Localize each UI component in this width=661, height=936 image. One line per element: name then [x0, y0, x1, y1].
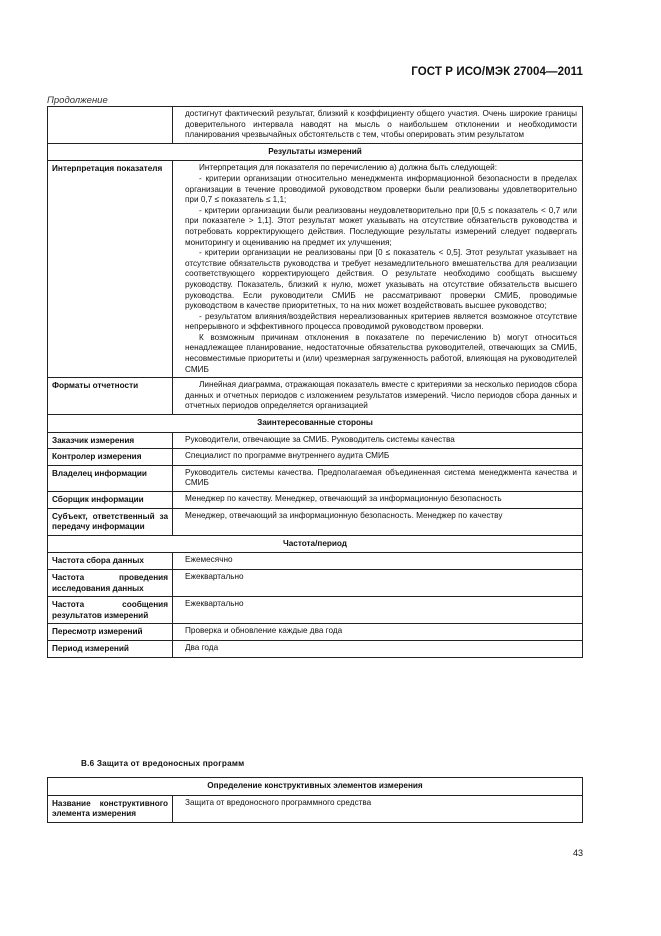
stakeholder-value: Менеджер по качеству. Менеджер, отвечающий за информационную безопасность	[173, 492, 583, 509]
frequency-label: Период измерений	[48, 640, 173, 657]
stakeholder-value: Специалист по программе внутреннего аудита СМИБ	[173, 449, 583, 466]
interpretation-paragraph: К возможным причинам отклонения в показателе по перечислению b) могут относиться ненадлежащее планирование, недостаточные обязательства руководителей, отвечающих за СМИБ, несовместимые приоритеты и (или) чрезмерная загруженность работой, влияющая на руководителей СМИБ	[185, 332, 577, 374]
formats-value: Линейная диаграмма, отражающая показатель вместе с критериями за несколько периодов сбора данных и отчетных периодов с изложением результатов измерений. Число периодов сбора данных и отчетных периодов определяется организацией	[173, 378, 583, 415]
table-row	[48, 569, 583, 596]
section-header-results: Результаты измерений	[48, 143, 583, 161]
frequency-label: Частота сбора данных	[48, 553, 173, 570]
table-row	[48, 795, 583, 822]
section-header-frequency: Частота/период	[48, 535, 583, 553]
table-row	[48, 640, 583, 657]
page-number: 43	[572, 848, 583, 858]
table-row	[48, 449, 583, 466]
frequency-label: Пересмотр измерений	[48, 624, 173, 641]
section-heading-b6: B.6 Защита от вредоносных программ	[81, 759, 245, 768]
table-row	[48, 553, 583, 570]
section-row	[48, 415, 583, 433]
section-row	[48, 143, 583, 161]
interpretation-paragraph: - результатом влияния/воздействия нереализованных критериев является возможное отсутствие непрерывного и эффективного процесса проводимой руководством проверки.	[185, 311, 577, 332]
empty-label-cell	[48, 107, 173, 144]
stakeholder-label: Контролер измерения	[48, 449, 173, 466]
continuation-label: Продолжение	[47, 95, 108, 106]
table-row	[48, 597, 583, 624]
table-row	[48, 465, 583, 491]
table-row	[48, 378, 583, 415]
stakeholder-value: Руководитель системы качества. Предполагаемая объединенная система менеджмента качества и СМИБ	[173, 465, 583, 491]
construct-label: Название конструктивного элемента измерения	[48, 795, 173, 822]
interpretation-paragraph: - критерии организации были реализованы неудовлетворительно при [0,5 ≤ показатель < 0,7 или при показателе > 1,1]. Этот результат может указывать на отсутствие обязательств руководства и потребовать корректирующего действия. Последующие результаты измерений следует подвергать мониторингу и оцениванию на предмет их улучшения;	[185, 205, 577, 247]
stakeholder-label: Сборщик информации	[48, 492, 173, 509]
table-row	[48, 624, 583, 641]
frequency-value: Ежемесячно	[173, 553, 583, 570]
table-row	[48, 492, 583, 509]
stakeholder-label: Владелец информации	[48, 465, 173, 491]
stakeholder-label: Субъект, ответственный за передачу информации	[48, 508, 173, 535]
frequency-label: Частота проведения исследования данных	[48, 569, 173, 596]
interpretation-paragraph: Интерпретация для показателя по перечислению а) должна быть следующей:	[199, 163, 497, 173]
malware-protection-table	[47, 777, 583, 823]
section-header-construct: Определение конструктивных элементов измерения	[48, 778, 583, 796]
table-row	[48, 508, 583, 535]
table-row	[48, 432, 583, 449]
measurement-table	[47, 106, 583, 658]
interpretation-label: Интерпретация показателя	[48, 161, 173, 378]
formats-label: Форматы отчетности	[48, 378, 173, 415]
stakeholder-value: Менеджер, отвечающий за информационную безопасность. Менеджер по качеству	[173, 508, 583, 535]
frequency-value: Два года	[173, 640, 583, 657]
table-row	[48, 161, 583, 378]
stakeholder-value: Руководители, отвечающие за СМИБ. Руководитель системы качества	[173, 432, 583, 449]
construct-value: Защита от вредоносного программного средства	[173, 795, 583, 822]
frequency-value: Проверка и обновление каждые два года	[173, 624, 583, 641]
continued-text-cell: достигнут фактический результат, близкий к коэффициенту общего участия. Очень широкие границы доверительного интервала наводят на мысль о наибольшем отклонении и необходимости планирования чрезвычайных обстоятельств с тем, чтобы оперировать этим результатом	[173, 107, 583, 144]
table-row	[48, 107, 583, 144]
interpretation-paragraph: - критерии организации относительно менеджмента информационной безопасности в пределах организации в течение проводимой руководством проверки были реализованы удовлетворительно при 0,7 ≤ показатель ≤ 1,1;	[185, 173, 577, 205]
section-header-stakeholders: Заинтересованные стороны	[48, 415, 583, 433]
frequency-value: Ежеквартально	[173, 597, 583, 624]
interpretation-value	[173, 161, 583, 378]
frequency-value: Ежеквартально	[173, 569, 583, 596]
frequency-label: Частота сообщения результатов измерений	[48, 597, 173, 624]
section-row	[48, 778, 583, 796]
interpretation-paragraph: - критерии организации не реализованы при [0 ≤ показатель < 0,5]. Этот результат указывает на отсутствие обязательств руководства и требует незамедлительного вмешательства для реализации соответствующего корректирующего действия. О результате необходимо сообщать высшему руководству. Показатель, близкий к нулю, может указывать на отсутствие обязательств высшего руководства. Если руководители СМИБ не рассматривают проверки СМИБ, проводимые руководством в качестве приоритетных, то на них может воздействовать высшее руководство;	[185, 248, 577, 311]
section-row	[48, 535, 583, 553]
stakeholder-label: Заказчик измерения	[48, 432, 173, 449]
document-standard-title: ГОСТ Р ИСО/МЭК 27004—2011	[411, 66, 583, 78]
